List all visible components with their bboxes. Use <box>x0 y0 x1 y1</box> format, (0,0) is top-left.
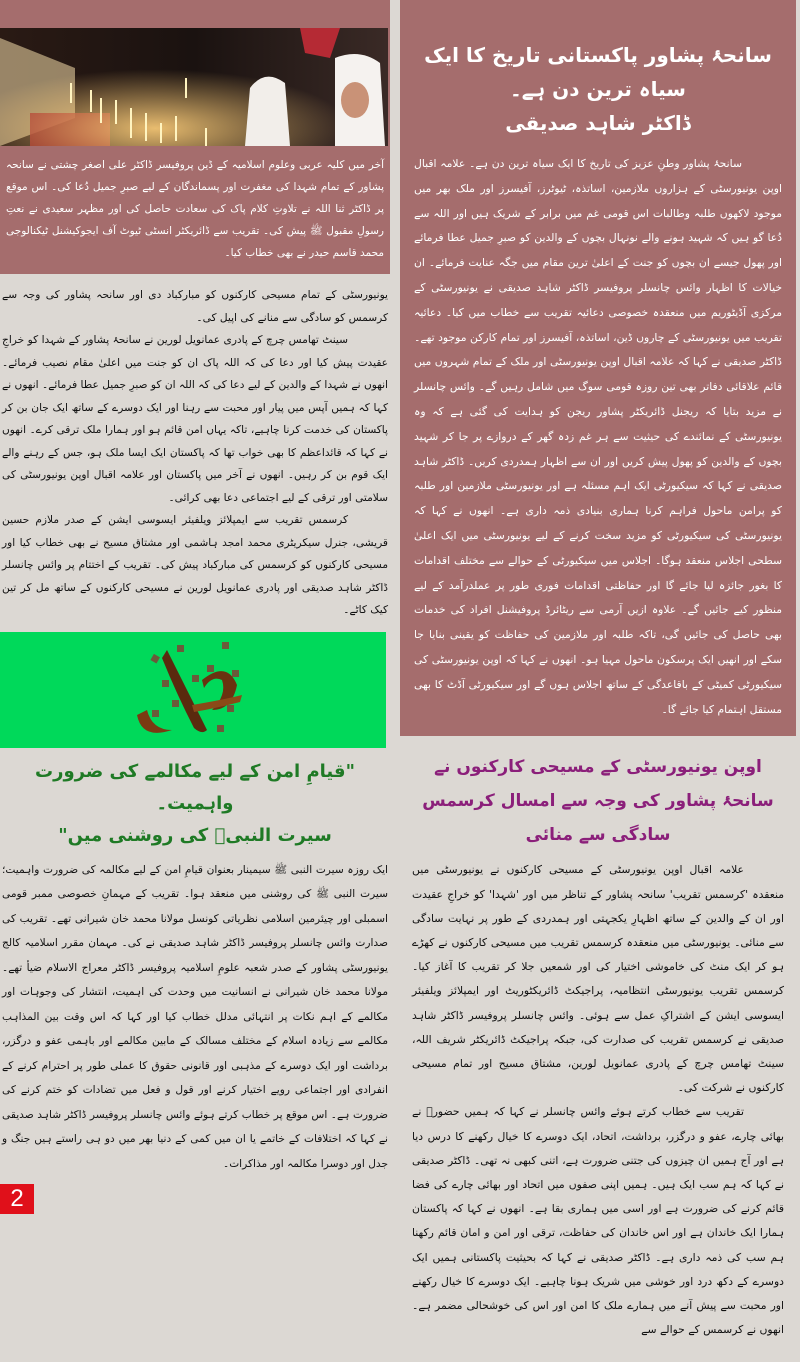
peshawar-tragedy-article <box>400 0 796 736</box>
christmas-article-headline <box>400 750 796 852</box>
paragraph: یونیورسٹی کے تمام مسیحی کارکنوں کو مبارکباد دی اور سانحہ پشاور کی وجہ سے کرسمس کو سادگی سے منانے کی اپیل کی۔ <box>2 289 388 324</box>
photo-caption: آخر میں کلیہ عربی وعلوم اسلامیہ کے ڈین پروفیسر ڈاکٹر علی اصغر چشتی نے سانحہ پشاور کے تمام شہدا کی مغفرت اور پسماندگان کے لیے صبرِ جمیل دُعا کی۔ اس موقع پر ڈاکٹر ثنا اللہ نے تلاوتِ کلام پاک کی سعادت حاصل کی اور مظہر سعیدی نے نعتِ رسولِ مقبول ﷺ پیش کی۔ تقریب سے ڈائریکٹر انسٹی ٹیوٹ آف ایجوکیشنل ٹیکنالوجی محمد قاسم حیدر نے بھی خطاب کیا۔ <box>6 159 384 259</box>
seerat-article-headline <box>0 756 390 852</box>
headline-line-2: سیرت النبیؐ کی روشنی میں" <box>58 824 332 846</box>
candle-vigil-photo <box>0 28 388 146</box>
christmas-article-body <box>412 858 784 1342</box>
headline-author: ڈاکٹر شاہد صدیقی <box>505 111 691 135</box>
headline-line-1: "قیامِ امن کے لیے مکالمے کی ضرورت واہمیت۔ <box>35 760 355 814</box>
headline-line-2: سادگی سے منائی <box>525 825 671 846</box>
left-column <box>0 0 390 1214</box>
muhammad-calligraphy-image <box>132 640 252 740</box>
vigil-photo-panel <box>0 0 390 274</box>
headline-line-1: سانحۂ پشاور پاکستانی تاریخ کا ایک سیاہ ترین دن ہے۔ <box>424 43 772 101</box>
seerat-article-body: ایک روزہ سیرت النبی ﷺ سیمینار بعنوان قیامِ امن کے لیے مکالمہ کی ضرورت واہمیت؛ سیرت النبی ﷺ کی روشنی میں منعقد ہوا۔ تقریب کے مہمانِ خصوصی ممبر قومی اسمبلی اور چیئرمین اسلامی نظریاتی کونسل مولانا محمد خان شیرانی تھے۔ تقریب کی صدارت وائس چانسلر پروفیسر ڈاکٹر شاہد صدیقی نے کی۔ مہمان مقرر اسلامیہ کالج یونیورسٹی پشاور کے صدر شعبہ علومِ اسلامیہ پروفیسر ڈاکٹر معراج الاسلام ضیأ تھے۔ مولانا محمد خان شیرانی نے انسانیت میں وحدت کی اہمیت، انتشار کی وجوہات اور مکالمے کے اہم نکات پر انتہائی مدلل خطاب کیا اور کہا کہ اس وقت بین المذاہب مکالمے سے زیادہ اسلام کے مختلف مسالک کے مابین مکالمے اور باہمی عفو و درگزر، برداشت اور ایک دوسرے کے مذہبی اور قانونی حقوق کا عملی طور پر احترام کرنے کے انفرادی اور اجتماعی رویے اختیار کرنے اور قول و فعل میں تضادات کو ختم کرنے کی ضرورت ہے۔ اس موقع پر خطاب کرتے ہوئے وائس چانسلر پروفیسر ڈاکٹر شاہد صدیقی نے کہا کہ اختلافات کے خاتمے یا ان میں کمی کے دنیا بھر میں دو ہی راستے ہیں جنگ و جدل اور دوسرا مکالمہ اور مذاکرات۔ <box>2 863 388 1170</box>
article-headline <box>414 38 782 140</box>
christmas-article-continued <box>2 284 388 622</box>
article-body: سانحۂ پشاور وطنِ عزیز کی تاریخ کا ایک سیاہ ترین دن ہے۔ علامہ اقبال اوپن یونیورسٹی کے ہزاروں ملازمین، اساتذہ، ٹیوٹرز، آفیسرز اور ملک بھر میں موجود لاکھوں طلبہ وطالبات اس قومی غم میں برابر کے شریک ہیں اور اللہ سے دُعا گو ہیں کہ شہید ہونے والے نونہال بچوں کے والدین کو صبرِ جمیل عطا فرمائے اور پھول جیسے ان بچوں کو جنت کے اعلیٰ ترین مقام میں جگہ عنایت فرمائے۔ ان خیالات کا اظہار وائس چانسلر پروفیسر ڈاکٹر شاہد صدیقی نے یونیورسٹی کے مرکزی آڈیٹوریم میں منعقدہ خصوصی دعائیہ تقریب سے خطاب میں کیا۔ دعائیہ تقریب میں یونیورسٹی کے چاروں ڈین، اساتذہ، آفیسرز اور تمام کارکن موجود تھے۔ ڈاکٹر صدیقی نے کہا کہ علامہ اقبال اوپن یونیورسٹی اور ملک کے تمام شہروں میں قائم علاقائی دفاتر بھی تین روزہ قومی سوگ میں شامل رہیں گے۔ وائس چانسلر نے مزید بتایا کہ ریجنل ڈائریکٹر پشاور ریجن کو ہدایت کی گئی ہے کہ وہ یونیورسٹی کے نمائندے کی حیثیت سے ہر غم زدہ گھر کے دروازے پر جا کر شہید بچوں کے والدین کو پھول پیش کریں اور ان سے اظہار ہمدردی کریں۔ ڈاکٹر شاہد صدیقی نے کہا کہ سیکیورٹی ایک اہم مسئلہ ہے اور یونیورسٹی ملازمین اور طلبہ کو پرامن ماحول فراہم کرنا ہماری بنیادی ذمہ داری ہے۔ انھوں نے کہا کہ یونیورسٹی کی سیکیورٹی کو مزید سخت کرنے کے لیے یونیورسٹی میں ایک اعلیٰ سطحی اجلاس منعقد ہوگا۔ اجلاس میں سیکیورٹی کے حوالے سے مختلف اقدامات کا بغور جائزہ لیا جائے گا اور حفاظتی اقدامات فوری طور پر عملدرآمد کے لیے منظور کیے جائیں گے۔ علاوہ ازیں آرمی سے ریٹائرڈ پروفیشنل افراد کی خدمات بھی حاصل کی جائیں گی، تاکہ طلبہ اور ملازمین کی حفاظت کو یقینی بنایا جا سکے اور انھیں ایک پرسکون ماحول مہیا ہو۔ انھوں نے کہا کہ اوپن یونیورسٹی کی سیکیورٹی کمیٹی کے باقاعدگی کے ساتھ اجلاس ہوں گے اور سیکیورٹی آڈٹ کا بھی مستقل اہتمام کیا جائے گا۔ <box>414 157 782 716</box>
calligraphy-banner <box>0 632 386 748</box>
headline-line-1: اوپن یونیورسٹی کے مسیحی کارکنوں نے سانحۂ پشاور کی وجہ سے امسال کرسمس <box>422 757 774 812</box>
page-number: 2 <box>0 1184 34 1214</box>
paragraph: سینٹ تھامس چرچ کے پادری عمانویل لورین نے سانحۂ پشاور کے شہدا کو خراجِ عقیدت پیش کیا اور دعا کی کہ اللہ پاک ان کو جنت میں اعلیٰ مقام نصیب فرمائے۔ انھوں نے شہدا کے والدین کے لیے دعا کی کہ اللہ ان کو صبرِ جمیل عطا فرمائے۔ انھوں نے کہا کہ ہمیں آپس میں پیار اور محبت سے رہنا اور ایک دوسرے کے ساتھ ایک جان بن کر پاکستان کی خدمت کرنا چاہیے، تاکہ یہاں امن قائم ہو اور ہمارا ملک ترقی کرے۔ انھوں نے کہا کہ قائداعظم کا بھی خواب تھا کہ پاکستان ایک ایسا ملک ہو، جس کے رہنے والے ایک قوم بن کر رہیں۔ انھوں نے آخر میں پاکستان اور علامہ اقبال اوپن یونیورسٹی کی سلامتی اور ترقی کے لیے اجتماعی دعا بھی کرائی۔ <box>2 334 388 504</box>
right-column <box>400 0 796 1362</box>
paragraph: تقریب سے خطاب کرتے ہوئے وائس چانسلر نے کہا کہ ہمیں حضورؐ نے بھائی چارے، عفو و درگزر، برداشت، اتحاد، ایک دوسرے کا خیال رکھنے کا درس دیا ہے اور آج ہمیں ان چیزوں کی جتنی ضرورت ہے، اتنی کبھی نہ تھی۔ ڈاکٹر صدیقی نے کہا کہ ہم سب ایک ہیں۔ ہمیں اپنی صفوں میں اتحاد اور بھائی چارے کی فضا قائم کرنے کی ضرورت ہے اور اسی میں ہماری بقا ہے۔ انھوں نے کہا کہ پاکستان ہمارا ایک خاندان ہے اور اس خاندان کی حفاظت، ترقی اور امن و امان قائم رکھنا ہم سب کی ذمہ داری ہے۔ ڈاکٹر صدیقی نے کہا کہ بحیثیت پاکستانی ہمیں ایک دوسرے کے دکھ درد اور خوشی میں شریک ہونا چاہیے۔ ایک دوسرے کا خیال رکھنے اور محبت سے پیش آنے میں ہمارے ملک کا امن اور اس کی خوشحالی مضمر ہے۔ انھوں نے کرسمس کے حوالے سے <box>412 1105 784 1337</box>
paragraph: کرسمس تقریب سے ایمپلائز ویلفیئر ایسوسی ایشن کے صدر ملازم حسین قریشی، جنرل سیکریٹری محمد امجد ہاشمی اور مشتاق مسیح نے بھی خطاب کیا اور مسیحی کارکنوں کو کرسمس کی مبارکباد پیش کی۔ تقریب کے اختتام پر وائس چانسلر ڈاکٹر شاہد صدیقی اور پادری عمانویل لورین نے مسیحی کارکنوں کے ساتھ مل کر تین کیک کاٹے۔ <box>2 514 388 616</box>
paragraph: علامہ اقبال اوپن یونیورسٹی کے مسیحی کارکنوں نے یونیورسٹی میں منعقدہ 'کرسمس تقریب' سانحہ پشاور کے تناظر میں اور 'شہدا' کو خراجِ عقیدت اور ان کے والدین کے ساتھ اظہارِ یکجہتی اور ہمدردی کے طور پر نہایت سادگی سے منائی۔ یونیورسٹی میں منعقدہ کرسمس تقریب میں مسیحی کارکنوں نے کھڑے ہو کر ایک منٹ کی خاموشی اختیار کی اور شمعیں جلا کر تقریب کا آغاز کیا۔ کرسمس تقریب یونیورسٹی انتظامیہ، پراجیکٹ ڈائریکٹوریٹ اور ایمپلائز ویلفیئر ایسوسی ایشن کے اشتراکِ عمل سے ہوئی۔ وائس چانسلر پروفیسر ڈاکٹر شاہد صدیقی نے کرسمس تقریب کی صدارت کی، جبکہ پراجیکٹ ڈائریکٹر شریف اللہ، سینٹ تھامس چرچ کے پادری عمانویل لورین، مشتاق مسیح اور تمام مسیحی کارکنوں نے شرکت کی۔ <box>412 863 784 1095</box>
